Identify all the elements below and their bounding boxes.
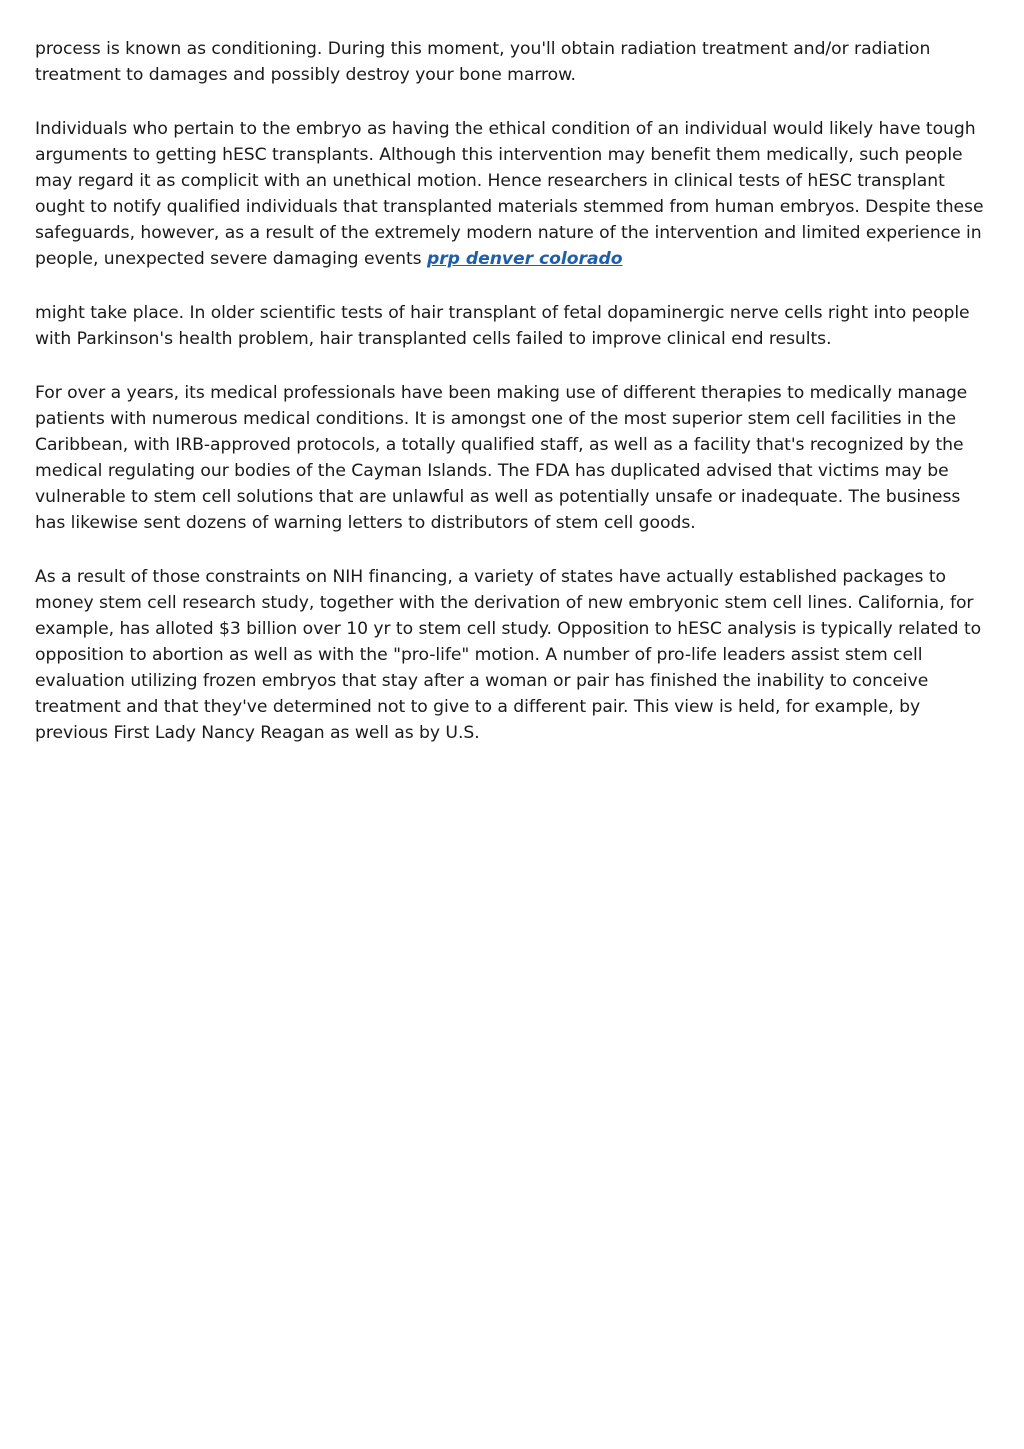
paragraph-parkinsons: might take place. In older scientific tests of hair transplant of fetal dopaminergic nerve cells right into people with Parkinson's health problem, hair transplanted cells failed to improve clinical end results. [35, 303, 970, 349]
paragraph-ethical-condition [35, 116, 995, 272]
paragraph-medical-professionals: For over a years, its medical professionals have been making use of different therapies to medically manage patients with numerous medical conditions. It is amongst one of the most superior stem cell facilities in the Caribbean, with IRB-approved protocols, a totally qualified staff, as well as a facility that's recognized by the medical regulating our bodies of the Cayman Islands. The FDA has duplicated advised that victims may be vulnerable to stem cell solutions that are unlawful as well as potentially unsafe or inadequate. The business has likewise sent dozens of warning letters to distributors of stem cell goods. [35, 383, 968, 533]
prp-denver-colorado-link[interactable]: prp denver colorado [426, 249, 623, 269]
paragraph-ethical-condition-text: Individuals who pertain to the embryo as having the ethical condition of an individual would likely have tough arguments to getting hESC transplants. Although this intervention may benefit them medically, such people may regard it as complicit with an unethical motion. Hence researchers in clinical tests of hESC transplant ought to notify qualified individuals that transplanted materials stemmed from human embryos. Despite these safeguards, however, as a result of the extremely modern nature of the intervention and limited experience in people, unexpected severe damaging events [35, 119, 984, 269]
paragraph-conditioning: process is known as conditioning. During this moment, you'll obtain radiation treatment and/or radiation treatment to damages and possibly destroy your bone marrow. [35, 39, 931, 85]
paragraph-nih-financing: As a result of those constraints on NIH financing, a variety of states have actually established packages to money stem cell research study, together with the derivation of new embryonic stem cell lines. California, for example, has alloted $3 billion over 10 yr to stem cell study. Opposition to hESC analysis is typically related to opposition to abortion as well as with the "pro-life" motion. A number of pro-life leaders assist stem cell evaluation utilizing frozen embryos that stay after a woman or pair has finished the inability to conceive treatment and that they've determined not to give to a different pair. This view is held, for example, by previous First Lady Nancy Reagan as well as by U.S. [35, 567, 982, 743]
document-body [35, 36, 995, 774]
